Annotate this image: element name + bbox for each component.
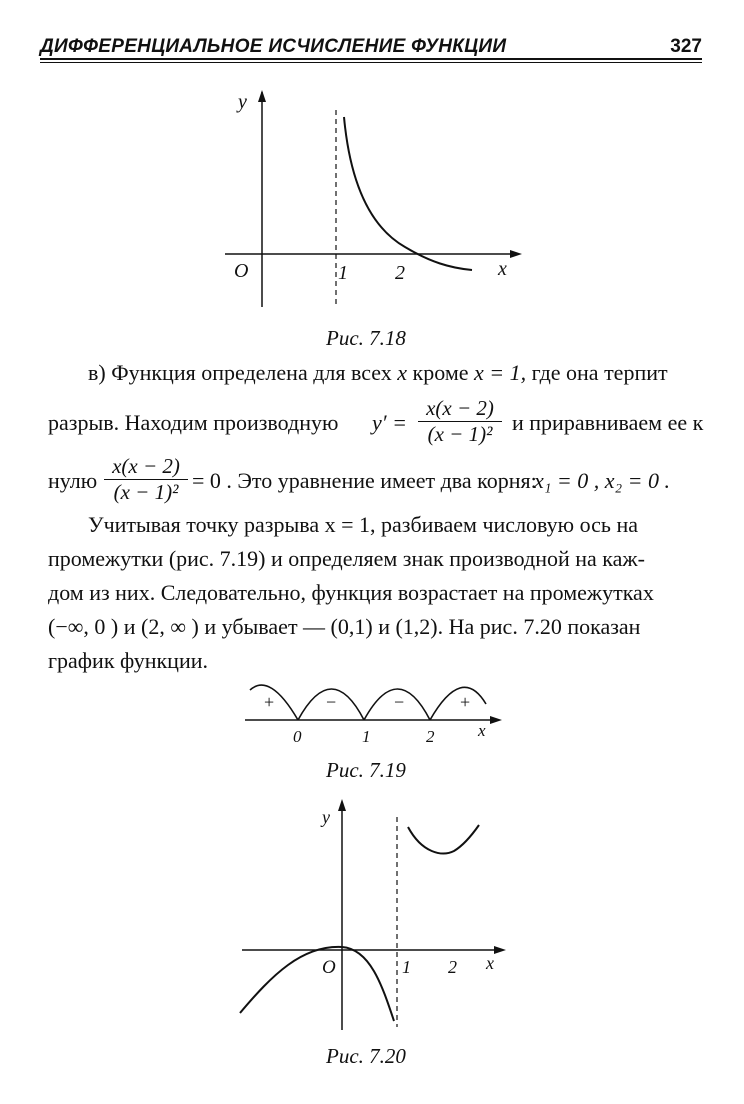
roots: x₁ = 0 , x₂ = 0 . xyxy=(534,468,671,493)
para2-line-2: промежутки (рис. 7.19) и определяем знак производной на каж- xyxy=(48,546,645,571)
tick-label-2: 2 xyxy=(426,727,435,746)
header-rule-thick xyxy=(40,58,702,60)
tick-label-1: 1 xyxy=(362,727,371,746)
x-label: x xyxy=(478,721,486,740)
para2-line-5: график функции. xyxy=(48,648,208,673)
text-line-3: нулю xyxy=(48,468,98,493)
running-header xyxy=(40,34,702,60)
tick-label-2: 2 xyxy=(395,262,405,284)
y-label: y xyxy=(322,807,330,827)
text-line-2-end: и приравниваем ее к xyxy=(512,410,704,435)
sign-3: − xyxy=(394,692,405,712)
caption-fig-7-18: Рис. 7.18 xyxy=(326,326,406,350)
header-rule-thin xyxy=(40,62,702,63)
origin-label: O xyxy=(322,957,336,978)
chapter-title: ДИФФЕРЕНЦИАЛЬНОЕ ИСЧИСЛЕНИЕ ФУНКЦИИ xyxy=(40,36,507,57)
tick-label-1: 1 xyxy=(402,957,411,977)
figure-7-18 xyxy=(220,82,530,317)
fraction-numerator: x(x − 2) xyxy=(112,454,180,478)
figure-7-20 xyxy=(232,795,522,1035)
arc-4 xyxy=(430,687,486,720)
para2-line-1: Учитывая точку разрыва x = 1, разбиваем числовую ось на xyxy=(88,512,638,537)
tick-label-0: 0 xyxy=(293,727,302,746)
y-axis-arrow-icon xyxy=(258,90,266,102)
function-curve-right xyxy=(408,825,479,853)
derivative-lhs: y′ = xyxy=(372,410,407,435)
y-label: y xyxy=(238,91,247,113)
sign-4: + xyxy=(460,692,471,712)
derivative-fraction xyxy=(418,396,502,447)
text-line-2: разрыв. Находим производную xyxy=(48,410,339,435)
sign-2: − xyxy=(326,692,337,712)
page-number: 327 xyxy=(670,36,702,57)
x-label: x xyxy=(498,258,507,280)
function-curve-left xyxy=(240,947,394,1021)
x-axis-arrow-icon xyxy=(510,250,522,258)
text-line-1: в) Функция определена для всех x кроме x = 1, где она терпит xyxy=(88,360,668,385)
equation-fraction xyxy=(104,454,188,505)
function-curve xyxy=(344,117,472,270)
number-line-arrow-icon xyxy=(490,716,502,724)
text-line-3-mid: = 0 . Это уравнение имеет два корня: xyxy=(192,468,537,493)
caption-fig-7-19: Рис. 7.19 xyxy=(326,758,406,782)
x-label: x xyxy=(486,953,494,973)
fraction-numerator: x(x − 2) xyxy=(426,396,494,420)
para2-line-4: (−∞, 0 ) и (2, ∞ ) и убывает — (0,1) и (1,2). На рис. 7.20 показан xyxy=(48,614,641,639)
figure-7-19 xyxy=(240,672,510,752)
tick-label-2: 2 xyxy=(448,957,457,977)
y-axis-arrow-icon xyxy=(338,799,346,811)
x-axis-arrow-icon xyxy=(494,946,506,954)
origin-label: O xyxy=(234,260,249,282)
fraction-denominator: (x − 1)² xyxy=(427,422,493,446)
fraction-denominator: (x − 1)² xyxy=(113,480,179,504)
caption-fig-7-20: Рис. 7.20 xyxy=(326,1044,406,1068)
tick-label-1: 1 xyxy=(338,262,348,284)
sign-1: + xyxy=(264,692,275,712)
para2-line-3: дом из них. Следовательно, функция возрастает на промежутках xyxy=(48,580,654,605)
